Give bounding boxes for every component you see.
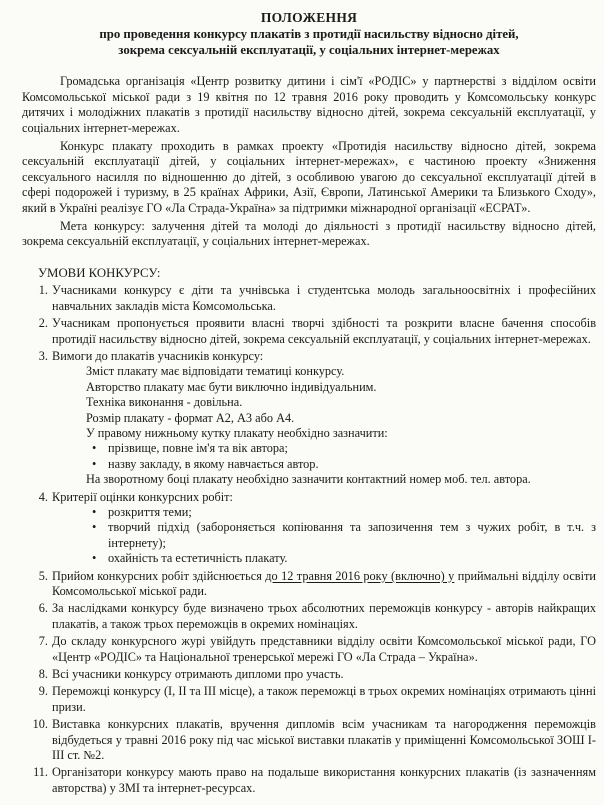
bullet-item: [52, 441, 596, 456]
requirement-content: Зміст плакату має відповідати тематиці конкурсу.: [86, 364, 345, 379]
condition-number: 3.: [38, 348, 48, 363]
intro-paragraph-2: Конкурс плакату проходить в рамках проекту «Протидія насильству відносно дітей, зокрема сексуальній експлуатації дітей, у соціальних інтернет-мережах», є частиною проекту «Зниження сексуального насилля по відношенню до дітей, з особливою увагою до сексуальної експлуатації дітей в сфері подорожей і туризму, в 25 країнах Африки, Азії, Європи, Латинської Америки та Близького Сходу», який в Україні реалізує ГО «Ла Страда-Україна» за підтримки міжнародної організації «ЕСРАТ».: [22, 139, 596, 215]
subtitle-line-1: про проведення конкурсу плакатів з протидії насильству відносно дітей,: [99, 27, 519, 42]
condition-text: До складу конкурсного журі увійдуть представники відділу освіти Комсомольської міської ради, ГО «Центр «РОДІС» та Національної тренерської мережі ГО «Ла Страда – Україна».: [52, 634, 596, 664]
condition-text: Всі учасники конкурсу отримають дипломи про участь.: [52, 667, 344, 682]
condition-number: 2.: [38, 316, 48, 331]
bullet-item: [52, 505, 596, 520]
bullet-icon: •: [92, 441, 97, 456]
condition-item-7: [22, 634, 596, 665]
bullet-icon: •: [92, 520, 97, 535]
condition-item-6: [22, 601, 596, 632]
requirement-authorship: Авторство плакату має бути виключно індивідуальним.: [86, 379, 377, 394]
condition-text: За наслідками конкурсу буде визначено трьох абсолютних переможців конкурсу - авторів найкращих плакатів, а також трьох переможців в окремих номінаціях.: [52, 601, 596, 631]
bullet-item: [52, 551, 596, 566]
condition-item-5: [22, 569, 596, 600]
requirement-technique: Техніка виконання - довільна.: [86, 395, 243, 410]
condition-item-9: [22, 684, 596, 715]
requirement-back-side: На зворотному боці плакату необхідно зазначити контактний номер моб. тел. автора.: [86, 472, 531, 487]
requirement-size: Розмір плакату - формат А2, А3 або А4.: [86, 410, 295, 425]
subtitle-line-2: зокрема сексуальній експлуатації, у соціальних інтернет-мережах: [118, 42, 500, 57]
condition-number: 7.: [38, 634, 48, 649]
condition-number: 4.: [38, 489, 48, 504]
condition-text: Критерії оцінки конкурсних робіт:: [52, 489, 233, 504]
condition-item-1: [22, 283, 596, 314]
bullet-text: творчий підхід (забороняється копіювання та запозичення тем з чужих робіт, в т.ч. з інтернету);: [108, 520, 596, 550]
bullet-text: прізвище, повне ім'я та вік автора;: [108, 441, 288, 456]
condition-number: 9.: [38, 684, 48, 699]
intro-paragraph-3: Мета конкурсу: залучення дітей та молоді до діяльності з протидії насильству відносно дітей, зокрема сексуальній експлуатації, у соціальних інтернет-мережах.: [22, 219, 596, 249]
document-subtitle: [22, 27, 596, 58]
condition-number: 10.: [32, 717, 48, 732]
bullet-text: розкриття теми;: [108, 504, 192, 519]
intro-paragraph-1: Громадська організація «Центр розвитку дитини і сім'ї «РОДІС» у партнерстві з відділом освіти Комсомольської міської ради з 19 квітня по 12 травня 2016 року проводить у Комсомольську конкурс дитячих і молодіжних плакатів з протидії насильству відносно дітей, зокрема сексуальній експлуатації, у соціальних інтернет-мережах.: [22, 74, 596, 135]
condition-number: 8.: [38, 667, 48, 682]
bullet-text: назву закладу, в якому навчається автор.: [108, 456, 319, 471]
condition-number: 6.: [38, 601, 48, 616]
condition-number: 1.: [38, 283, 48, 298]
condition-item-11: [22, 765, 596, 796]
condition-text-post: приймальні відділу освіти Комсомольської міської ради.: [52, 568, 596, 598]
bullet-icon: •: [92, 551, 97, 566]
condition-text: Виставка конкурсних плакатів, вручення дипломів всім учасникам та нагородження переможців відбудеться у травні 2016 року під час міської виставки плакатів у приміщенні Комсомольської ЗОШ І-ІІІ ст. №2.: [52, 717, 596, 763]
condition-item-4: [22, 490, 596, 567]
condition-text-pre: Прийом конкурсних робіт здійснюється: [52, 568, 262, 583]
bullet-item: [52, 457, 596, 472]
underlined-deadline: до 12 травня 2016 року (включно) у: [265, 568, 455, 583]
condition-item-2: [22, 316, 596, 347]
condition-item-8: [22, 667, 596, 682]
condition-text: Вимоги до плакатів учасників конкурсу:: [52, 348, 264, 363]
requirement-corner-label: У правому нижньому кутку плакату необхідно зазначити:: [86, 425, 388, 440]
condition-text: Переможці конкурсу (І, ІІ та ІІІ місце), а також переможці в трьох окремих номінаціях отримають цінні призи.: [52, 684, 596, 714]
condition-text: Учасникам пропонується проявити власні творчі здібності та розкрити власне бачення способів протидії насильству відносно дітей, зокрема сексуальній експлуатації, у соціальних інтернет-мережах.: [52, 316, 596, 346]
bullet-item: [52, 520, 596, 551]
bullet-icon: •: [92, 504, 97, 519]
condition-number: 11.: [33, 765, 48, 780]
conditions-list: [22, 283, 596, 796]
bullet-text: охайність та естетичність плакату.: [108, 551, 288, 566]
condition-text: Організатори конкурсу мають право на подальше використання конкурсних плакатів (із зазначенням авторства) у ЗМІ та інтернет-ресурсах.: [52, 765, 596, 795]
condition-item-3: [22, 349, 596, 488]
conditions-heading: УМОВИ КОНКУРСУ:: [38, 265, 161, 280]
condition-item-10: [22, 717, 596, 763]
document-title: ПОЛОЖЕННЯ: [260, 10, 358, 25]
condition-number: 5.: [38, 568, 48, 583]
condition-text: Учасниками конкурсу є діти та учнівська і студентська молодь загальноосвітніх і професійних навчальних закладів міста Комсомольська.: [52, 283, 596, 313]
bullet-icon: •: [92, 456, 97, 471]
